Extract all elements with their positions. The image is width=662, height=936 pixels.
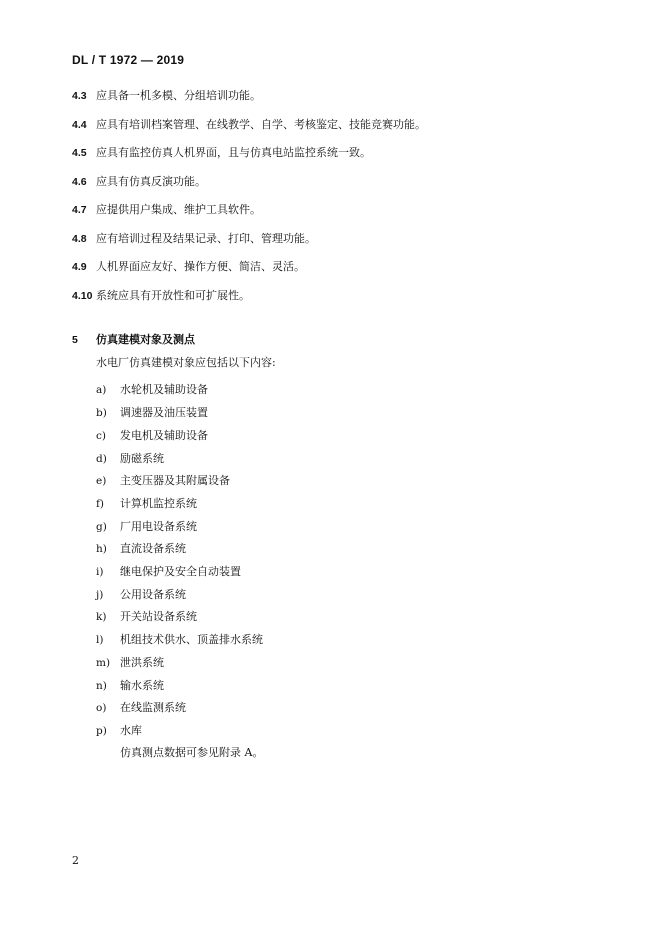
- list-item-text: 调速器及油压装置: [120, 406, 208, 419]
- list-marker: m): [96, 657, 111, 669]
- list-item-text: 厂用电设备系统: [120, 520, 197, 533]
- list-item-text: 主变压器及其附属设备: [120, 474, 230, 487]
- list-item: [96, 563, 241, 579]
- list-item-text: 开关站设备系统: [120, 610, 197, 623]
- list-marker: i): [96, 566, 104, 578]
- clause-text: 系统应具有开放性和可扩展性。: [96, 289, 250, 302]
- list-marker: g): [96, 521, 107, 533]
- section-intro: 水电厂仿真建模对象应包括以下内容:: [96, 356, 276, 369]
- list-marker: f): [96, 498, 104, 510]
- list-item-text: 直流设备系统: [120, 542, 186, 555]
- clause-4-5: [72, 144, 371, 160]
- list-marker: o): [96, 702, 107, 714]
- clause-text: 应有培训过程及结果记录、打印、管理功能。: [96, 232, 316, 245]
- clause-number: 4.3: [72, 90, 87, 102]
- clause-text: 应具有培训档案管理、在线教学、自学、考核鉴定、技能竞赛功能。: [96, 118, 426, 131]
- clause-4-4: [72, 116, 426, 132]
- page-number: 2: [72, 854, 79, 867]
- appendix-reference-note: 仿真测点数据可参见附录 A。: [120, 746, 264, 759]
- standard-code-header: DL / T 1972 — 2019: [72, 53, 185, 67]
- list-item-text: 机组技术供水、顶盖排水系统: [120, 633, 263, 646]
- list-item: [96, 677, 164, 693]
- section-heading: [72, 331, 195, 347]
- clause-4-10: [72, 287, 250, 303]
- list-item: [96, 450, 164, 466]
- clause-4-3: [72, 87, 261, 103]
- list-item-text: 继电保护及安全自动装置: [120, 565, 241, 578]
- list-marker: c): [96, 430, 106, 442]
- list-item: [96, 699, 186, 715]
- clause-number: 4.4: [72, 119, 87, 131]
- list-marker: n): [96, 680, 107, 692]
- list-marker: a): [96, 384, 107, 396]
- list-item-text: 公用设备系统: [120, 588, 186, 601]
- list-marker: d): [96, 453, 107, 465]
- list-marker: j): [96, 589, 104, 601]
- list-item: [96, 495, 197, 511]
- clause-number: 4.9: [72, 261, 87, 273]
- clause-number: 4.6: [72, 176, 87, 188]
- clause-4-9: [72, 258, 305, 274]
- list-item: [96, 654, 164, 670]
- clause-number: 4.7: [72, 204, 87, 216]
- list-item: [96, 381, 208, 397]
- list-item-text: 发电机及辅助设备: [120, 429, 208, 442]
- list-item: [96, 540, 186, 556]
- section-title: 仿真建模对象及测点: [96, 333, 195, 346]
- list-item: [96, 427, 208, 443]
- clause-text: 应具有监控仿真人机界面，且与仿真电站监控系统一致。: [96, 146, 371, 159]
- list-item-text: 输水系统: [120, 679, 164, 692]
- list-marker: b): [96, 407, 107, 419]
- clause-number: 4.10: [72, 290, 93, 302]
- list-marker: p): [96, 725, 107, 737]
- clause-text: 应提供用户集成、维护工具软件。: [96, 203, 261, 216]
- clause-number: 4.5: [72, 147, 87, 159]
- list-item: [96, 608, 197, 624]
- clause-number: 4.8: [72, 233, 87, 245]
- list-item: [96, 722, 142, 738]
- list-item-text: 计算机监控系统: [120, 497, 197, 510]
- clause-4-6: [72, 173, 206, 189]
- list-marker: e): [96, 475, 107, 487]
- clause-text: 应具备一机多模、分组培训功能。: [96, 89, 261, 102]
- list-item-text: 励磁系统: [120, 452, 164, 465]
- list-marker: k): [96, 611, 107, 623]
- list-item: [96, 404, 208, 420]
- list-item: [96, 518, 197, 534]
- clause-4-8: [72, 230, 316, 246]
- list-item: [96, 472, 230, 488]
- list-item-text: 在线监测系统: [120, 701, 186, 714]
- clause-4-7: [72, 201, 261, 217]
- list-item-text: 泄洪系统: [120, 656, 164, 669]
- clause-text: 人机界面应友好、操作方便、简洁、灵活。: [96, 260, 305, 273]
- section-number: 5: [72, 334, 78, 346]
- list-marker: h): [96, 543, 107, 555]
- clause-text: 应具有仿真反演功能。: [96, 175, 206, 188]
- list-item: [96, 631, 263, 647]
- list-marker: l): [96, 634, 104, 646]
- list-item-text: 水库: [120, 724, 142, 737]
- list-item: [96, 586, 186, 602]
- list-item-text: 水轮机及辅助设备: [120, 383, 208, 396]
